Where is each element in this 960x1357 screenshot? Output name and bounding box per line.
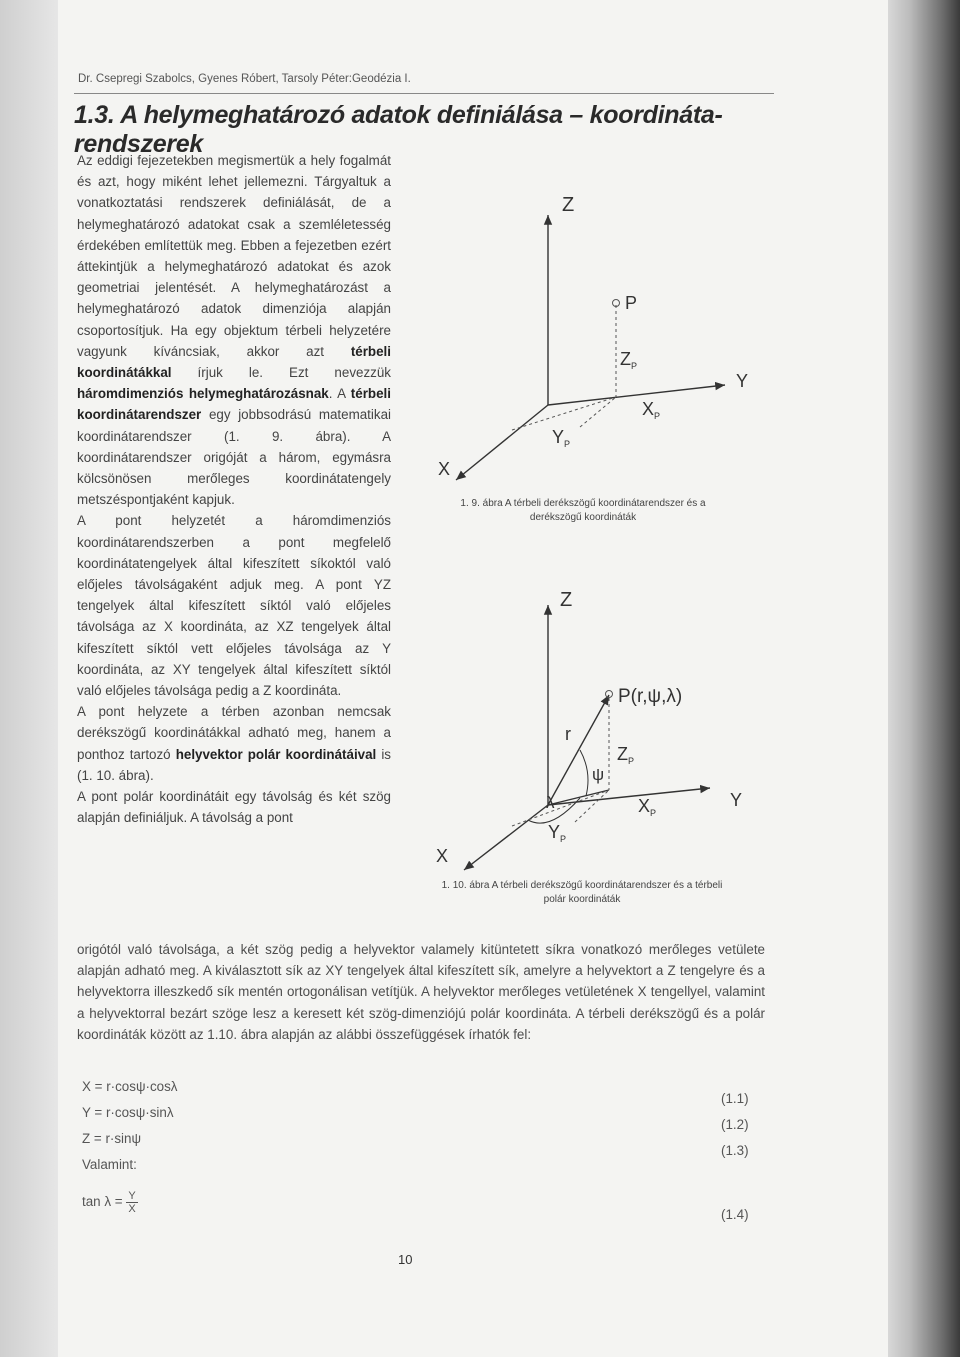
paragraph-1-mid: írjuk le. Ezt nevezzük [171,365,391,381]
label-p: P(r,ψ,λ) [618,686,683,707]
equation-1-2-number: (1.2) [721,1117,749,1132]
figure-1-9-caption [418,497,748,525]
label-xp: $X_P$ [638,796,657,818]
equation-1-3: Z = r·sinψ [82,1131,142,1146]
label-zp: $Z_P$ [620,349,638,371]
paragraph-3 [77,701,391,786]
equation-1-1-number: (1.1) [721,1091,749,1106]
label-x: X [436,846,449,866]
page-right-edge [888,0,960,1357]
label-zp: $Z_P$ [617,744,635,766]
caption-1-9-line1: 1. 9. ábra A térbeli derékszögű koordinátarendszer és a [460,498,706,509]
equation-1-1: X = r·cosψ·cosλ [82,1079,178,1094]
label-y: Y [730,790,743,810]
paragraph-3-head: A pont helyzete a térben azonban nemcsak derékszögű koordinátákkal adható meg, hanem a ponthoz tartozó [77,704,391,762]
paragraph-1 [77,150,391,510]
label-lambda: λ [546,793,555,812]
equation-1-4-lhs: tan λ = [82,1194,123,1210]
yp-line [580,397,616,427]
label-x: X [438,459,451,479]
label-r: r [565,724,571,744]
caption-1-10-line1: 1. 10. ábra A térbeli derékszögű koordinátarendszer és a térbeli [441,880,723,891]
y-axis [548,385,725,405]
radius-vector [548,695,609,805]
label-y: Y [736,371,749,391]
figure-1-10 [420,580,760,880]
label-psi: ψ [592,765,605,784]
paragraph-4: A pont polár koordinátáit egy távolság és két szög alapján definiáljuk. A távolság a pont [77,789,391,826]
page-left-shadow [0,0,58,1357]
paragraph-3-mid: is (1. 10. ábra). [77,746,391,783]
paragraph-1-tail: egy jobbsodrású matematikai koordinátarendszer (1. 9. ábra). A koordinátarendszer origóját a három, egymásra kölcsönösen merőleges koordinátatengely metszéspontjaként kapjuk. [77,407,391,508]
full-width-text [77,939,765,1045]
y-axis [548,788,710,805]
psi-arc [580,750,588,796]
label-z: Z [562,194,575,216]
paragraph-2: A pont helyzetét a háromdimenziós koordinátarendszerben a pont megfelelő koordinátatengelyek által kifeszített síkoktól való előjeles távolságaként adjuk meg. A pont YZ tengelyek által kifeszített síktól való előjeles távolsága az X koordináta, az XZ tengelyek által kifeszített síktól vett előjeles távolsága az Y koordináta, az XY tengelyek által kifeszített síktól való előjeles távolsága pedig a Z koordináta. [77,513,391,699]
paragraph-1-mid2: . A [328,386,346,402]
header-rule [74,93,774,94]
xp-line [512,790,609,826]
figure-1-10-caption [392,879,772,907]
equation-valamint: Valamint: [82,1157,137,1172]
section-title: 1.3. A helymeghatározó adatok definiálása – koordináta-rendszerek [74,101,723,158]
yp-line [575,790,609,822]
term-haromdimenzios: háromdimenziós helymeghatározásnak [77,386,329,402]
left-column-text [77,150,391,829]
page-number: 10 [398,1252,413,1267]
paragraph-1-start: Az eddigi fejezetekben megismertük a hely fogalmát és azt, hogy miként lehet jellemezni. Tárgyaltuk a vonatkoztatási rendszerek definiálását, de a helymeghatározó adatokat csak a szemléletesség érdekében említettük meg. Ebben a fejezetben ezért áttekintjük a helymeghatározó adatokat és azok geometriai jelentését. A helymeghatározást a helymeghatározó adatok dimenziója alapján csoportosítjuk. Ha egy objektum térbeli helyzetére vagyunk kíváncsiak, akkor azt [77,153,391,359]
fraction-numerator: Y [128,1190,136,1202]
xp-line [512,397,616,430]
fraction-denominator: X [128,1203,136,1215]
equation-1-4-fraction [126,1190,137,1215]
equation-1-2: Y = r·cosψ·sinλ [82,1105,174,1120]
label-yp: $Y_P$ [548,822,567,844]
label-xp: $X_P$ [642,399,661,421]
figure-1-9 [420,185,760,495]
equation-1-4 [82,1190,138,1215]
x-axis [456,405,548,480]
point-p [606,691,613,698]
label-yp: $Y_P$ [552,427,571,449]
equation-1-3-number: (1.3) [721,1143,749,1158]
projection-line [548,790,609,805]
paragraph-5: origótól való távolsága, a két szög pedig a helyvektor valamely kitüntetett síkra vonatkozó merőleges vetülete alapján adható meg. A kiválasztott sík az XY tengelyek által kifeszített sík, amelyre a helyvektort a Z tengelyre és a helyvektorra illeszkedő sík mentén ortogonálisan vetítjük. A helyvektor merőleges vetületének X tengellyel, valamint a helyvektorral bezárt szöge lesz a keresett két szög-dimenziójú polár koordináta. A térbeli derékszögű és a polár koordináták között az 1.10. ábra alapján az alábbi összefüggések írhatók fel: [77,942,765,1042]
caption-1-10-line2: polár koordináták [543,894,621,905]
x-axis [464,805,548,870]
equation-1-4-number: (1.4) [721,1207,749,1222]
label-p: P [625,293,638,313]
running-header: Dr. Csepregi Szabolcs, Gyenes Róbert, Tarsoly Péter:Geodézia I. [78,73,411,85]
term-helyvektor-polar: helyvektor polár koordinátáival [175,746,377,762]
caption-1-9-line2: derékszögű koordináták [529,512,637,523]
label-z: Z [560,589,573,611]
term-koordinatarendszer: térbeli koordinátarendszer [77,386,391,423]
term-terbeli-koordinatak: térbeli koordinátákkal [77,343,391,381]
